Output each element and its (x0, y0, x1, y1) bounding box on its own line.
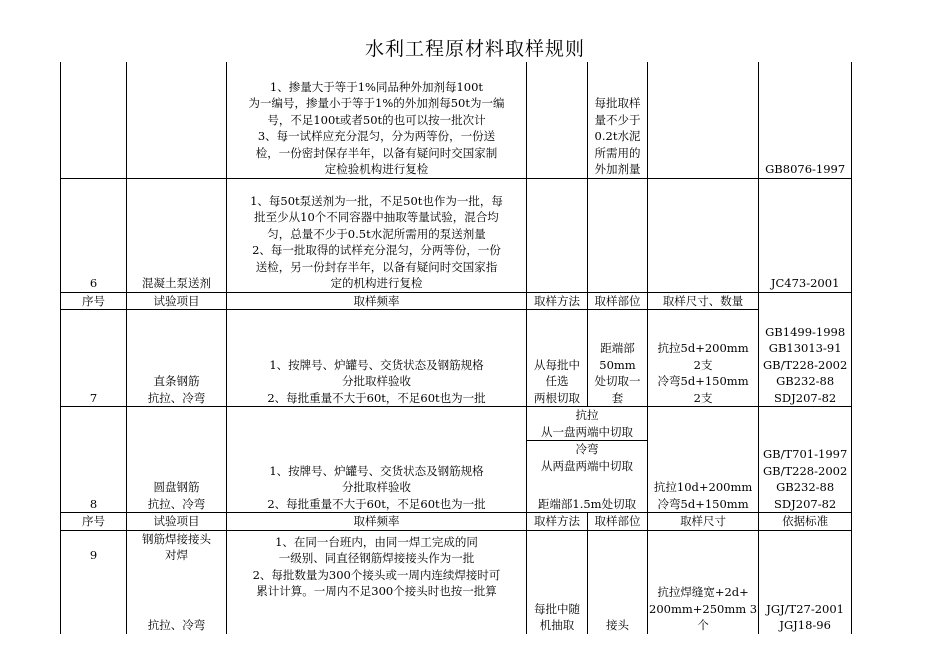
cell-method: 每批中随 机抽取 (527, 564, 588, 634)
cell-part: 接头 (588, 564, 648, 634)
cell-method-end-cut: 距端部1.5m处切取 (527, 475, 648, 513)
cell-part: 每批取样 量不少于 0.2t水泥 所需用的 外加剂量 (588, 62, 648, 178)
header-size: 取样尺寸 (648, 513, 759, 531)
cell-item: 混凝土泵送剂 (127, 178, 227, 292)
cell-standard (759, 530, 852, 564)
cell-size (648, 62, 759, 178)
cell-item-test: 抗拉、冷弯 (127, 564, 227, 634)
cell-method-bend: 冷弯 (527, 441, 648, 458)
cell-method (527, 178, 588, 292)
cell-size: 抗拉焊缝宽+2d+ 200mm+250mm 3 个 (648, 564, 759, 634)
cell-frequency: 1、每50t泵送剂为一批，不足50t也作为一批，每 批至少从10个不同容器中抽取等量试验，混合均 匀，总量不少于0.5t水泥所需用的泵送剂量 2、每一批取得的试样充分混匀，分两等份，一份 送检，另一份封存半年，以备有疑问时交国家指 定的机构进行复检 (227, 178, 527, 292)
header-size-qty: 取样尺寸、数量 (648, 292, 759, 310)
cell-seq (61, 62, 127, 178)
cell-item: 直条钢筋 抗拉、冷弯 (127, 310, 227, 407)
cell-standard: GB/T701-1997 GB/T228-2002 GB232-88 SDJ207-82 (759, 407, 852, 513)
cell-standard: GB8076-1997 (759, 62, 852, 178)
cell-item (127, 62, 227, 178)
cell-frequency: 1、在同一台班内，由同一焊工完成的同 一级别、同直径钢筋焊接接头作为一批 2、每批数量为300个接头或一周内连续焊接时可 累计计算。一周内不足300个接头时也按一批算 (227, 564, 527, 634)
cell-size (648, 178, 759, 292)
cell-standard: GB1499-1998 GB13013-91 GB/T228-2002 GB232-88 SDJ207-82 (759, 310, 852, 407)
cell-frequency: 1、掺量大于等于1%同品种外加剂每100t 为一编号，掺量小于等于1%的外加剂每50t为一编 号，不足100t或者50t的也可以按一批次计 3、每一试样应充分混匀，分为两等份，一份送 检，一份密封保存半年，以备有疑问时交国家制 定检验机构进行复检 (227, 62, 527, 178)
cell-seq: 9 (61, 530, 127, 564)
table-row-8 (61, 407, 852, 424)
cell-seq: 6 (61, 178, 127, 292)
cell-standard: JC473-2001 (759, 178, 852, 292)
cell-size (648, 530, 759, 564)
cell-method-tensile-detail: 从一盘两端中切取 (527, 424, 648, 441)
header-standard: 依据标准 (759, 513, 852, 531)
cell-seq: 8 (61, 407, 127, 513)
table-row-7 (61, 310, 852, 407)
header-item: 试验项目 (127, 513, 227, 531)
table-row-additive (61, 62, 852, 178)
cell-size: 抗拉5d+200mm 2支 冷弯5d+150mm 2支 (648, 310, 759, 407)
cell-frequency: 1、按牌号、炉罐号、交货状态及钢筋规格 分批取样验收 2、每批重量不大于60t，不足60t也为一批 (227, 407, 527, 513)
header-seq: 序号 (61, 513, 127, 531)
header-seq: 序号 (61, 292, 127, 310)
sampling-rules-table (60, 62, 852, 634)
cell-item: 圆盘钢筋 抗拉、冷弯 (127, 407, 227, 513)
header-part: 取样部位 (588, 513, 648, 531)
cell-item: 钢筋焊接接头 对焊 (127, 530, 227, 564)
cell-method-bend-detail: 从两盘两端中切取 (527, 458, 648, 475)
cell-method (527, 62, 588, 178)
header-frequency: 取样频率 (227, 292, 527, 310)
cell-standard: JGJ/T27-2001 JGJ18-96 (759, 564, 852, 634)
header-part: 取样部位 (588, 292, 648, 310)
table-row-6 (61, 178, 852, 292)
header-item: 试验项目 (127, 292, 227, 310)
header-frequency: 取样频率 (227, 513, 527, 531)
cell-seq (61, 564, 127, 634)
cell-method-tensile: 抗拉 (527, 407, 648, 424)
table-header-row (61, 292, 852, 310)
table-row-9b (61, 564, 852, 634)
table-header-row-2 (61, 513, 852, 531)
cell-frequency: 1、按牌号、炉罐号、交货状态及钢筋规格 分批取样验收 2、每批重量不大于60t，不足60t也为一批 (227, 310, 527, 407)
cell-size: 抗拉10d+200mm 冷弯5d+150mm (648, 407, 759, 513)
header-method: 取样方法 (527, 513, 588, 531)
cell-part: 距端部 50mm 处切取一 套 (588, 310, 648, 407)
page-title: 水利工程原材料取样规则 (364, 38, 585, 60)
cell-method: 从每批中 任选 两根切取 (527, 310, 588, 407)
header-method: 取样方法 (527, 292, 588, 310)
cell-part (588, 178, 648, 292)
cell-seq: 7 (61, 310, 127, 407)
cell-method (527, 530, 588, 564)
cell-part (588, 530, 648, 564)
header-empty (759, 292, 852, 310)
